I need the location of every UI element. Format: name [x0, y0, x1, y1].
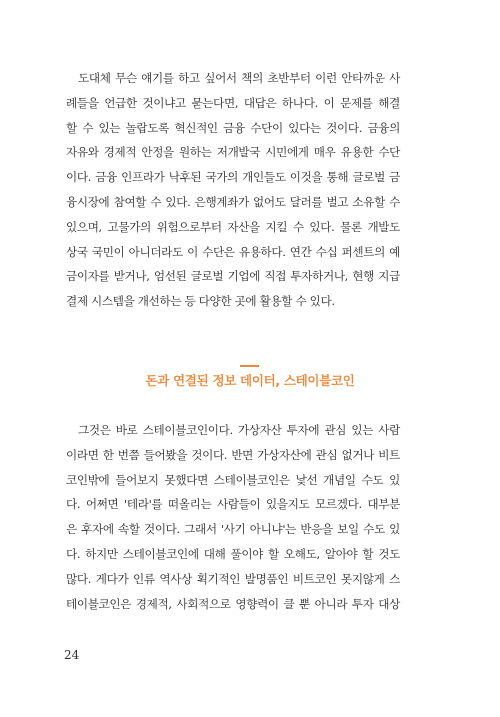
text-line: 금이자를 받거나, 엄선된 글로벌 기업에 직접 투자하거나, 현행 지급 [66, 269, 400, 284]
text-line: 코인밖에 들어보지 못했다면 스테이블코인은 낯선 개념일 수도 있 [66, 472, 400, 487]
text-line: 자유와 경제적 안정을 원하는 저개발국 시민에게 매우 유용한 수단 [66, 145, 400, 160]
text-line: 많다. 게다가 인류 역사상 획기적인 발명품인 비트코인 못지않게 스 [66, 571, 400, 586]
page-number: 24 [64, 648, 80, 662]
text-line: 할 수 있는 놀랍도록 혁신적인 금융 수단이 있다는 것이다. 금융의 [66, 120, 400, 135]
section-divider-dash [240, 365, 259, 367]
text-line: 상국 국민이 아니더라도 이 수단은 유용하다. 연간 수십 퍼센트의 예 [66, 244, 400, 259]
body-paragraph-2 [66, 418, 400, 616]
text-line: 결제 시스템을 개선하는 등 다양한 곳에 활용할 수 있다. [66, 294, 335, 309]
text-line: 융시장에 참여할 수 있다. 은행계좌가 없어도 달러를 벌고 소유할 수 [66, 194, 400, 209]
body-paragraph-1 [66, 66, 400, 314]
text-line: 테이블코인은 경제적, 사회적으로 영향력이 클 뿐 아니라 투자 대상 [66, 596, 400, 611]
text-line: 이다. 금융 인프라가 낙후된 국가의 개인들도 이것을 통해 글로벌 금 [66, 170, 400, 185]
text-line: 은 후자에 속할 것이다. 그래서 '사기 아니냐'는 반응을 보일 수도 있 [66, 522, 400, 537]
text-line: 도대체 무슨 얘기를 하고 싶어서 책의 초반부터 이런 안타까운 사 [78, 71, 400, 85]
text-line: 이라면 한 번쯤 들어봤을 것이다. 반면 가상자산에 관심 없거나 비트 [66, 447, 400, 462]
text-line: 다. 하지만 스테이블코인에 대해 풀이야 할 오해도, 알아야 할 것도 [66, 546, 400, 561]
section-heading: 돈과 연결된 정보 데이터, 스테이블코인 [145, 373, 355, 388]
text-line: 그것은 바로 스테이블코인이다. 가상자산 투자에 관심 있는 사람 [78, 423, 400, 437]
text-line: 있으며, 고물가의 위험으로부터 자산을 지킬 수 있다. 물론 개발도 [66, 219, 400, 234]
text-line: 례들을 언급한 것이냐고 묻는다면, 대답은 하나다. 이 문제를 해결 [66, 95, 400, 110]
text-line: 다. 어쩌면 '테라'를 떠올리는 사람들이 있을지도 모르겠다. 대부분 [66, 497, 400, 512]
